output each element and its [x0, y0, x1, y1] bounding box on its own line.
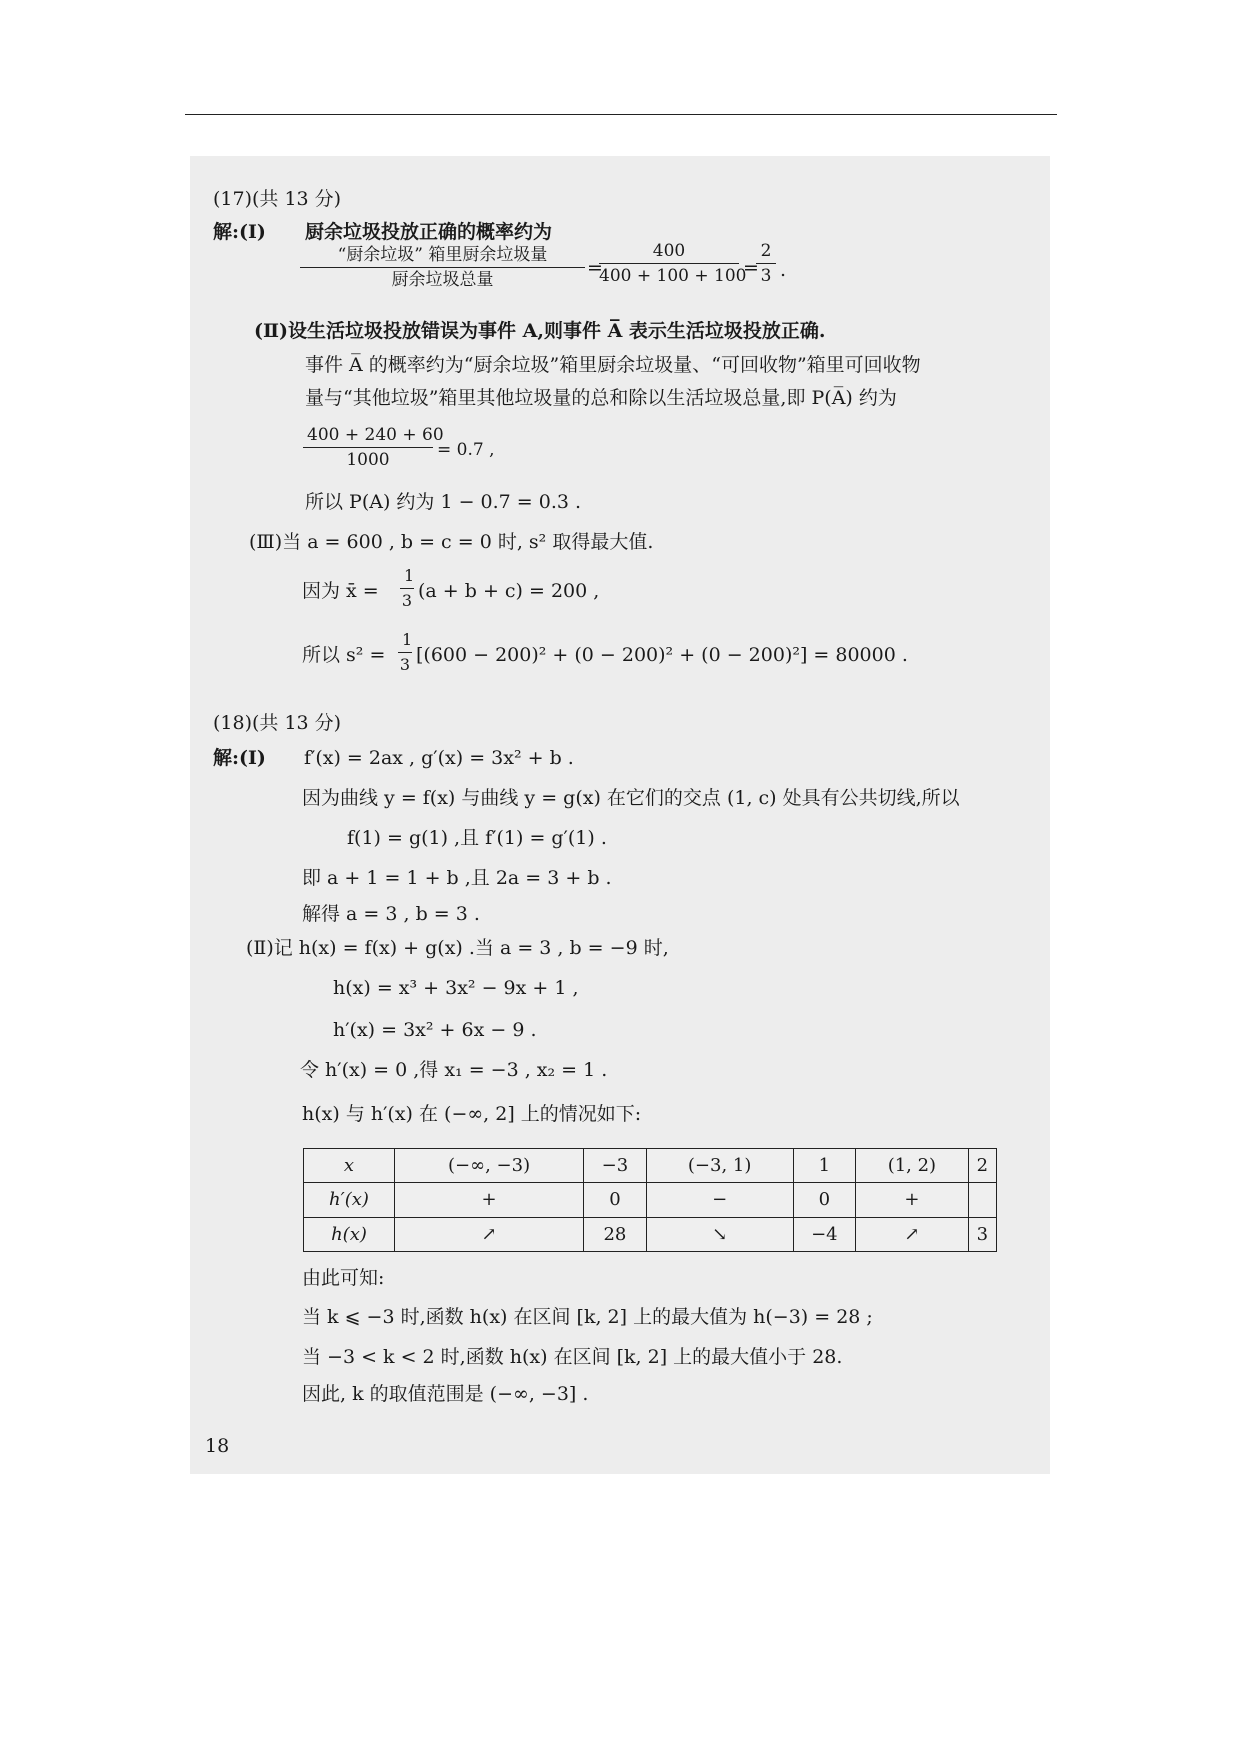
table-cell: x	[304, 1149, 395, 1183]
q18-line3: f(1) = g(1) ,且 f′(1) = g′(1) .	[347, 827, 607, 849]
fraction-denominator: 3	[760, 266, 772, 286]
fraction-denominator: 厨余垃圾总量	[391, 270, 494, 290]
fraction-numerator: 2	[756, 240, 776, 264]
table-row	[304, 1183, 997, 1217]
q18-line2: 因为曲线 y = f(x) 与曲线 y = g(x) 在它们的交点 (1, c) 处具有公共切线,所以	[302, 787, 960, 809]
table-cell: (−∞, −3)	[395, 1149, 584, 1183]
fraction-numerator: 400	[599, 240, 739, 264]
q17-part1-text: 厨余垃圾投放正确的概率约为	[305, 221, 553, 243]
q17-part3-line1: (Ⅲ)当 a = 600 , b = c = 0 时, s² 取得最大值.	[249, 531, 654, 553]
fraction-numerator: 1	[400, 565, 414, 589]
equals-sign: =	[587, 257, 603, 279]
table-cell: +	[395, 1183, 584, 1217]
q18-line4: 即 a + 1 = 1 + b ,且 2a = 3 + b .	[302, 867, 612, 889]
q17-part3-variance-post: [(600 − 200)² + (0 − 200)² + (0 − 200)²] = 80000 .	[416, 644, 908, 666]
q17-part2-value: = 0.7 ,	[437, 440, 495, 460]
table-cell: 3	[968, 1217, 996, 1251]
q17-part2-line3: 量与“其他垃圾”箱里其他垃圾量的总和除以生活垃圾总量,即 P(A̅) 约为	[305, 387, 897, 409]
fraction-400	[599, 240, 747, 287]
q18-line1: f′(x) = 2ax , g′(x) = 3x² + b .	[304, 747, 574, 769]
q17-part2-line2: 事件 A̅ 的概率约为“厨余垃圾”箱里厨余垃圾量、“可回收物”箱里可回收物	[305, 354, 921, 376]
header-rule	[185, 114, 1057, 115]
table-cell: 0	[793, 1183, 856, 1217]
q17-part2-line5: 所以 P(A) 约为 1 − 0.7 = 0.3 .	[305, 491, 582, 513]
fraction-denominator: 3	[399, 655, 411, 674]
q17-part3-variance-pre: 所以 s² =	[302, 644, 386, 666]
q17-part3-mean-pre: 因为 x̄ =	[302, 580, 379, 602]
q18-line8: h′(x) = 3x² + 6x − 9 .	[333, 1019, 537, 1041]
equals-sign: =	[743, 257, 759, 279]
q18-line7: h(x) = x³ + 3x² − 9x + 1 ,	[333, 977, 579, 999]
period: .	[780, 259, 787, 281]
page-number: 18	[205, 1435, 230, 1457]
fraction-07	[303, 424, 444, 471]
table-cell: ↗	[856, 1217, 968, 1251]
table-cell: +	[856, 1183, 968, 1217]
q18-line9: 令 h′(x) = 0 ,得 x₁ = −3 , x₂ = 1 .	[300, 1059, 608, 1081]
table-cell	[968, 1183, 996, 1217]
q18-conclusion3: 当 −3 < k < 2 时,函数 h(x) 在区间 [k, 2] 上的最大值小于 28.	[302, 1346, 843, 1368]
fraction-numerator: 1	[398, 629, 412, 653]
q17-part1-label: 解:(Ⅰ)	[213, 221, 266, 243]
table-cell: 28	[584, 1217, 647, 1251]
fraction-denominator: 3	[401, 591, 413, 610]
table-cell: 0	[584, 1183, 647, 1217]
fraction-denominator: 1000	[346, 450, 390, 470]
table-row	[304, 1149, 997, 1183]
table-cell: (−3, 1)	[646, 1149, 793, 1183]
fraction-two-thirds	[756, 240, 776, 287]
table-cell: 1	[793, 1149, 856, 1183]
table-cell: ↘	[646, 1217, 793, 1251]
table-cell: 2	[968, 1149, 996, 1183]
q18-conclusion4: 因此, k 的取值范围是 (−∞, −3] .	[302, 1383, 589, 1405]
table-row	[304, 1217, 997, 1251]
q17-part2-line1: (Ⅱ)设生活垃圾投放错误为事件 A,则事件 A̅ 表示生活垃圾投放正确.	[254, 320, 826, 342]
q17-part3-mean-post: (a + b + c) = 200 ,	[418, 580, 600, 602]
table-cell: −3	[584, 1149, 647, 1183]
fraction-numerator: 400 + 240 + 60	[303, 424, 433, 448]
q18-conclusion2: 当 k ⩽ −3 时,函数 h(x) 在区间 [k, 2] 上的最大值为 h(−3) = 28 ;	[302, 1306, 873, 1328]
q18-line6: (Ⅱ)记 h(x) = f(x) + g(x) .当 a = 3 , b = −9 时,	[246, 937, 669, 959]
q18-conclusion1: 由此可知:	[302, 1267, 385, 1289]
q18-header: (18)(共 13 分)	[213, 712, 342, 734]
fraction-kitchen-waste	[300, 244, 585, 291]
table-cell: h(x)	[304, 1217, 395, 1251]
q18-line5: 解得 a = 3 , b = 3 .	[302, 903, 480, 925]
table-cell: h′(x)	[304, 1183, 395, 1217]
fraction-numerator: “厨余垃圾” 箱里厨余垃圾量	[300, 244, 585, 268]
fraction-one-third	[400, 565, 414, 612]
table-cell: −	[646, 1183, 793, 1217]
q17-header: (17)(共 13 分)	[213, 188, 342, 210]
table-cell: ↗	[395, 1217, 584, 1251]
fraction-one-third	[398, 629, 412, 676]
fraction-denominator: 400 + 100 + 100	[599, 266, 747, 286]
sign-table	[303, 1148, 997, 1252]
table-cell: −4	[793, 1217, 856, 1251]
table-cell: (1, 2)	[856, 1149, 968, 1183]
q18-part1-label: 解:(Ⅰ)	[213, 747, 266, 769]
q18-line10: h(x) 与 h′(x) 在 (−∞, 2] 上的情况如下:	[302, 1103, 642, 1125]
